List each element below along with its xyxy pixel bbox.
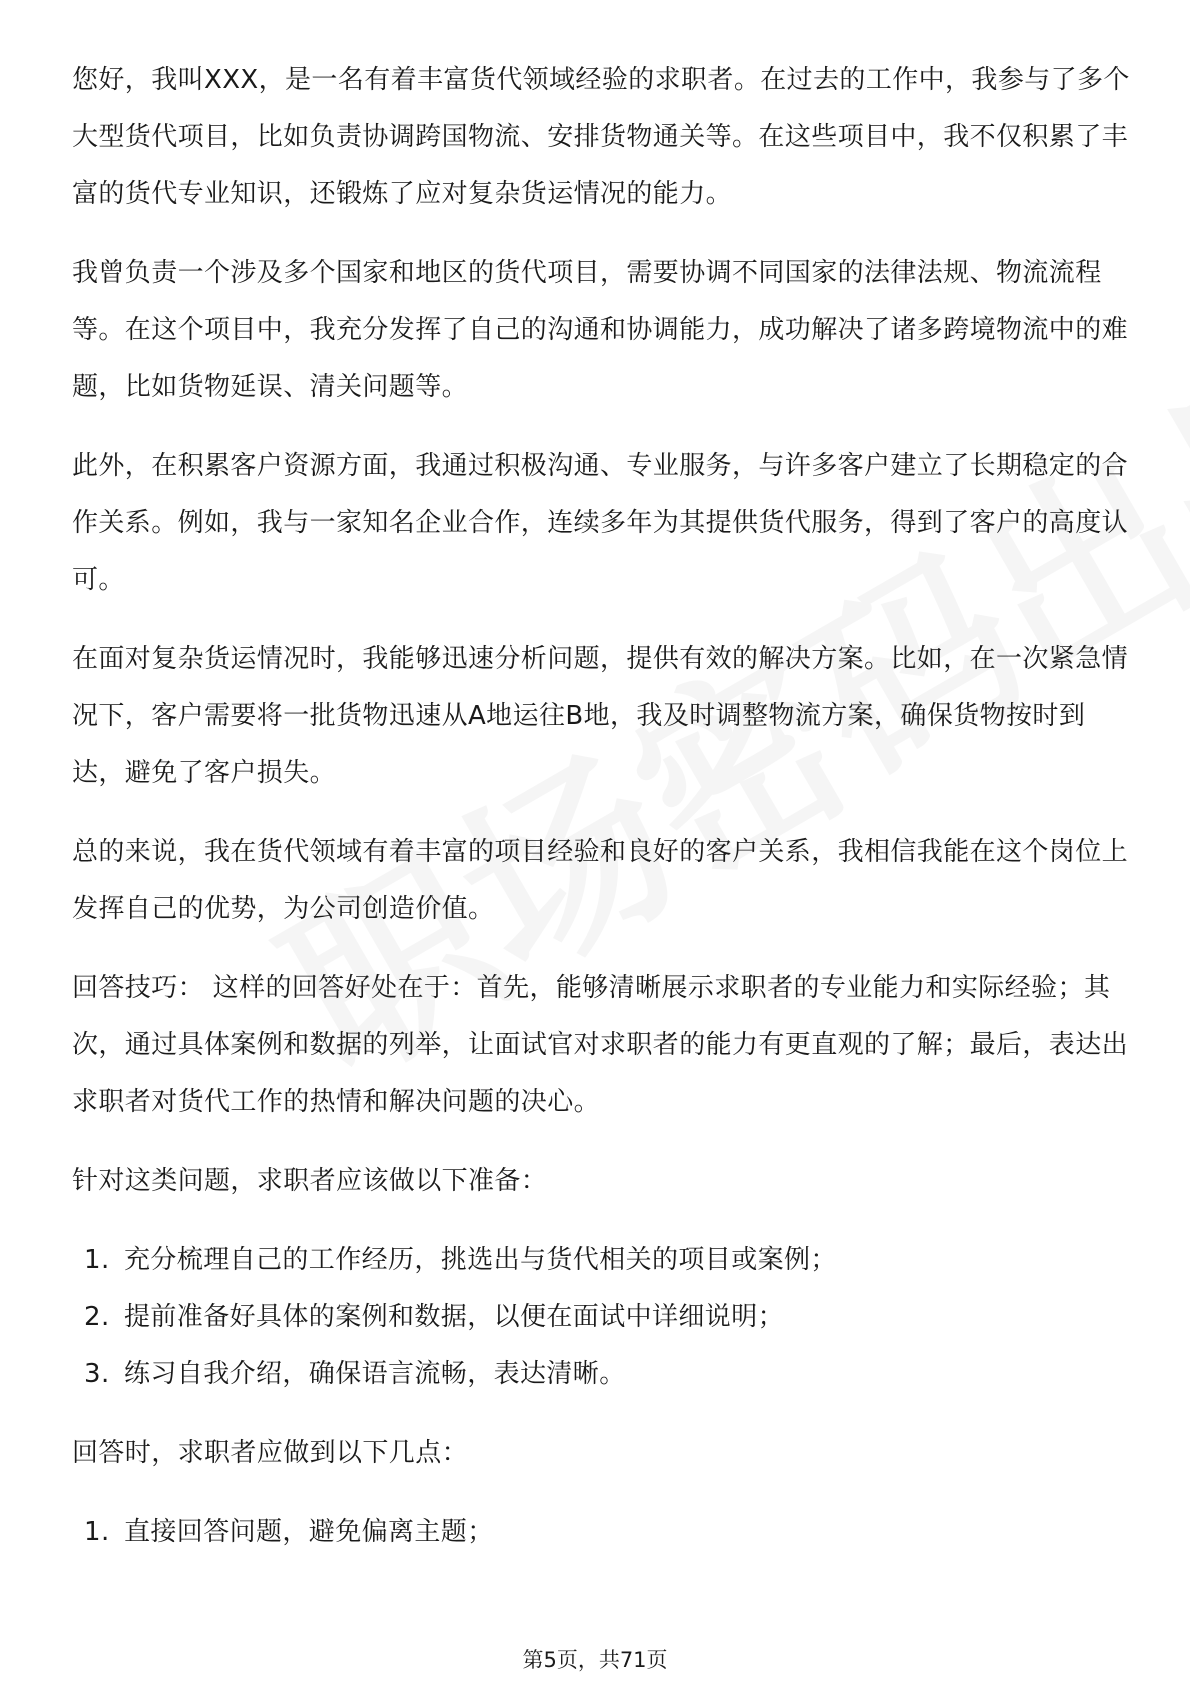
list-text: 提前准备好具体的案例和数据，以便在面试中详细说明； <box>124 1302 785 1332</box>
answer-heading: 回答时，求职者应做到以下几点： <box>72 1438 469 1468</box>
list-text: 直接回答问题，避免偏离主题； <box>124 1517 494 1547</box>
paragraph-problem-solving: 在面对复杂货运情况时，我能够迅速分析问题，提供有效的解决方案。比如，在一次紧急情况下，客户需要将一批货物迅速从A地运往B地，我及时调整物流方案，确保货物按时到达，避免了客户损失。 <box>72 644 1129 788</box>
list-number: 2. <box>84 1302 110 1332</box>
answer-list <box>72 1504 1132 1561</box>
list-number: 3. <box>84 1359 110 1389</box>
prep-heading: 针对这类问题，求职者应该做以下准备： <box>72 1166 548 1196</box>
list-text: 充分梳理自己的工作经历，挑选出与货代相关的项目或案例； <box>124 1245 837 1275</box>
list-number: 1. <box>84 1245 110 1275</box>
list-item <box>72 1289 1132 1346</box>
prep-list <box>72 1232 1132 1403</box>
list-text: 练习自我介绍，确保语言流畅，表达清晰。 <box>124 1359 626 1389</box>
list-item <box>72 1504 1132 1561</box>
list-item <box>72 1346 1132 1403</box>
document-body <box>72 52 1132 1583</box>
list-number: 1. <box>84 1517 110 1547</box>
paragraph-answer-tips: 回答技巧： 这样的回答好处在于：首先，能够清晰展示求职者的专业能力和实际经验；其次，通过具体案例和数据的列举，让面试官对求职者的能力有更直观的了解；最后，表达出求职者对货代工作的热情和解决问题的决心。 <box>72 973 1129 1117</box>
paragraph-clients: 此外，在积累客户资源方面，我通过积极沟通、专业服务，与许多客户建立了长期稳定的合作关系。例如，我与一家知名企业合作，连续多年为其提供货代服务，得到了客户的高度认可。 <box>72 451 1129 595</box>
paragraph-project: 我曾负责一个涉及多个国家和地区的货代项目，需要协调不同国家的法律法规、物流流程等。在这个项目中，我充分发挥了自己的沟通和协调能力，成功解决了诸多跨境物流中的难题，比如货物延误、清关问题等。 <box>72 258 1129 402</box>
paragraph-intro: 您好，我叫XXX，是一名有着丰富货代领域经验的求职者。在过去的工作中，我参与了多个大型货代项目，比如负责协调跨国物流、安排货物通关等。在这些项目中，我不仅积累了丰富的货代专业知识，还锻炼了应对复杂货运情况的能力。 <box>72 65 1130 209</box>
paragraph-summary: 总的来说，我在货代领域有着丰富的项目经验和良好的客户关系，我相信我能在这个岗位上发挥自己的优势，为公司创造价值。 <box>72 837 1129 924</box>
list-item <box>72 1232 1132 1289</box>
page-number-footer: 第5页，共71页 <box>522 1648 668 1672</box>
